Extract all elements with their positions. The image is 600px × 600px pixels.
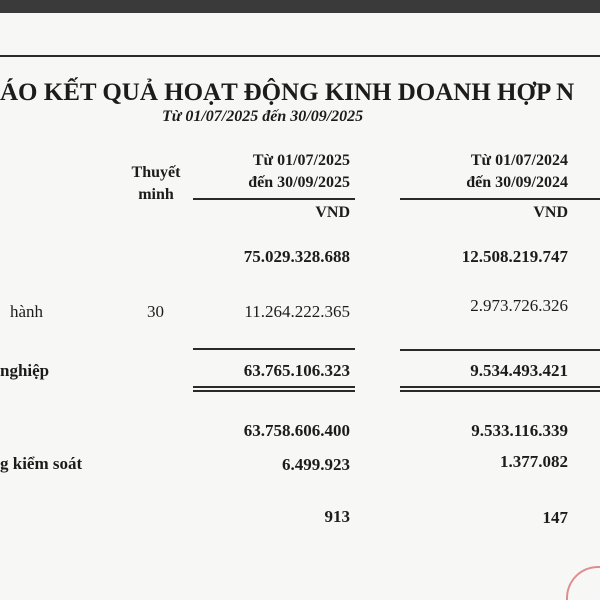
row2-current: 11.264.222.365: [244, 302, 350, 321]
row5-current: 6.499.923: [282, 455, 350, 474]
row3-prior: 9.534.493.421: [470, 361, 568, 380]
current-header-line2: đến 30/09/2025: [248, 174, 350, 191]
row6-current: 913: [324, 507, 350, 526]
row5-prior: 1.377.082: [500, 452, 568, 471]
prior-total-double-rule-1: [400, 386, 600, 388]
row3-current: 63.765.106.323: [243, 361, 350, 380]
current-period-header: [150, 150, 350, 194]
prior-header-line1: Từ 01/07/2024: [470, 152, 568, 169]
row1-current: 75.029.328.688: [243, 247, 350, 266]
prior-unit: VND: [533, 204, 568, 221]
row5-label: g kiểm soát: [0, 454, 83, 473]
window-top-bar: [0, 0, 600, 13]
prior-total-double-rule-2: [400, 390, 600, 392]
current-header-line1: Từ 01/07/2025: [252, 152, 350, 169]
note-header-line1: Thuyết: [131, 164, 181, 181]
row1-prior: 12.508.219.747: [461, 247, 568, 266]
report-period: Từ 01/07/2025 đến 30/09/2025: [162, 108, 364, 125]
current-total-double-rule-2: [193, 390, 355, 392]
prior-header-line2: đến 30/09/2024: [466, 174, 568, 191]
row2-note: 30: [147, 302, 164, 321]
row4-prior: 9.533.116.339: [471, 421, 568, 440]
header-divider: [0, 55, 600, 57]
current-unit: VND: [315, 204, 350, 221]
current-total-double-rule-1: [193, 386, 355, 388]
current-subtotal-rule: [193, 348, 355, 350]
report-title: ÁO KẾT QUẢ HOẠT ĐỘNG KINH DOANH HỢP N: [0, 79, 575, 106]
row4-current: 63.758.606.400: [243, 421, 350, 440]
prior-subtotal-rule: [400, 349, 600, 351]
red-stamp-mark: [566, 566, 600, 600]
prior-header-rule: [400, 198, 600, 200]
row2-prior: 2.973.726.326: [470, 296, 568, 315]
current-header-rule: [193, 198, 355, 200]
prior-period-header: [368, 150, 568, 194]
row6-prior: 147: [542, 508, 568, 527]
row2-label: hành: [10, 302, 44, 321]
row3-label: nghiệp: [0, 361, 50, 380]
note-header-line2: minh: [138, 186, 174, 203]
